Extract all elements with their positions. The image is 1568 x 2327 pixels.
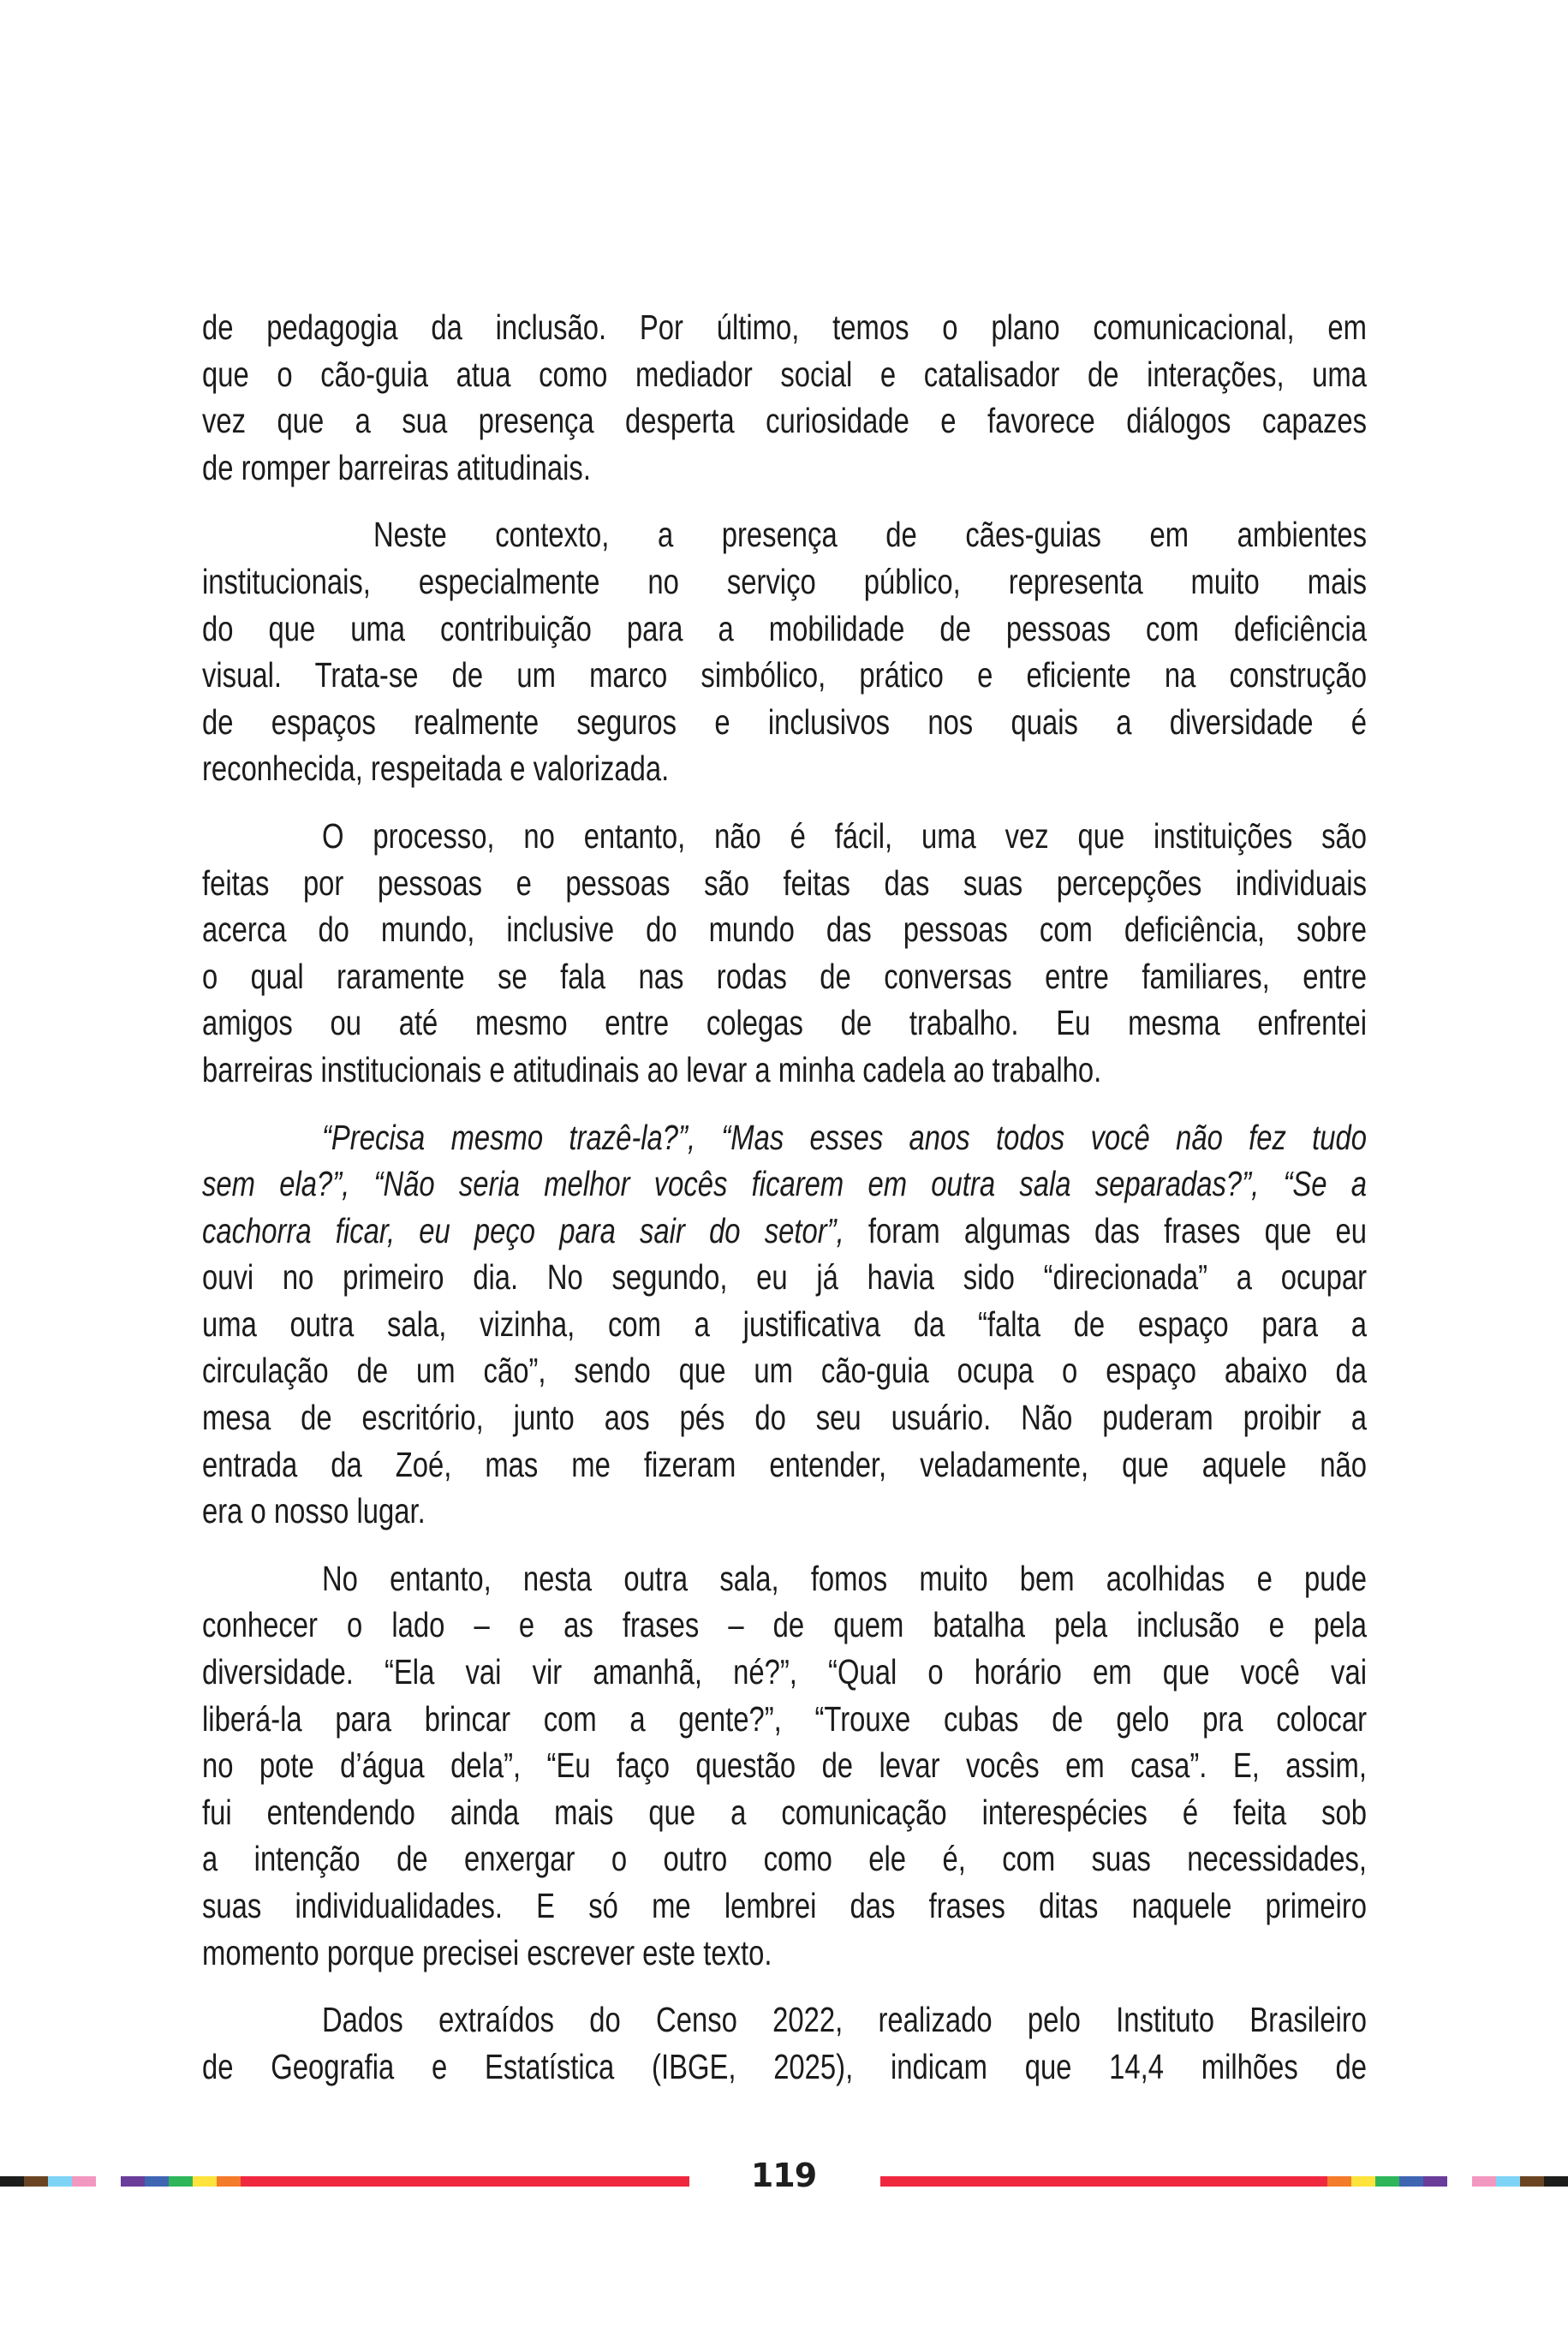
text-line: a intenção de enxergar o outro como ele é, com suas necessidades, (202, 1839, 1367, 1879)
paragraph-1 (202, 304, 1367, 491)
text-line: liberá-la para brincar com a gente?”, “Trouxe cubas de gelo pra colocar (202, 1698, 1367, 1739)
paragraph-3 (202, 813, 1367, 1094)
text-line: mesa de escritório, junto aos pés do seu usuário. Não puderam proibir a (202, 1398, 1367, 1438)
bar-segment-yellow (193, 2176, 217, 2187)
paragraph-6 (202, 1996, 1367, 2090)
bar-segment-purple (1423, 2176, 1447, 2187)
bar-segment-light-blue (1496, 2176, 1520, 2187)
bar-segment-light-blue (48, 2176, 72, 2187)
quote-italic: sem ela?”, “Não seria melhor vocês ficarem em outra sala separadas?”, “Se a (202, 1164, 1367, 1204)
text-line: de espaços realmente seguros e inclusivos nos quais a diversidade é (202, 701, 1367, 742)
text-line: institucionais, especialmente no serviço público, representa muito mais (202, 561, 1367, 601)
text-line: circulação de um cão”, sendo que um cão-guia ocupa o espaço abaixo da (202, 1351, 1367, 1391)
text-line: suas individualidades. E só me lembrei das frases ditas naquele primeiro (202, 1886, 1367, 1925)
bar-segment-black (1544, 2176, 1568, 2187)
text-line: O processo, no entanto, não é fácil, uma vez que instituições são (322, 815, 1367, 856)
text-line: que o cão-guia atua como mediador social e catalisador de interações, uma (202, 354, 1367, 394)
paragraph-2 (202, 511, 1367, 792)
text-line: o qual raramente se fala nas rodas de conversas entre familiares, entre (202, 956, 1367, 996)
text-line: de romper barreiras atitudinais. (202, 447, 591, 487)
bar-segment-yellow (1351, 2176, 1375, 2187)
text-line: Neste contexto, a presença de cães-guias em ambientes (373, 515, 1367, 555)
paragraph-4 (202, 1114, 1367, 1535)
bar-segment-brown (1520, 2176, 1544, 2187)
text-line: Dados extraídos do Censo 2022, realizado pelo Instituto Brasileiro (322, 2000, 1367, 2040)
page-number: 119 (750, 2157, 817, 2194)
quote-italic: cachorra ficar, eu peço para sair do setor”, (202, 1210, 844, 1250)
bar-segment-green (1375, 2176, 1399, 2187)
text-line: No entanto, nesta outra sala, fomos muito bem acolhidas e pude (322, 1558, 1367, 1598)
bar-segment-orange (217, 2176, 241, 2187)
bar-segment-red-right (880, 2176, 1327, 2187)
body-text (202, 304, 1367, 2110)
text-line (202, 1114, 1367, 1161)
text-line: vez que a sua presença desperta curiosidade e favorece diálogos capazes (202, 401, 1367, 441)
paragraph-5 (202, 1555, 1367, 1976)
text-line: diversidade. “Ela vai vir amanhã, né?”, “Qual o horário em que você vai (202, 1652, 1367, 1692)
text-line: reconhecida, respeitada e valorizada. (202, 749, 670, 789)
text-line: momento porque precisei escrever este texto. (202, 1932, 772, 1972)
bar-segment-orange (1327, 2176, 1351, 2187)
text-line: conhecer o lado – e as frases – de quem batalha pela inclusão e pela (202, 1605, 1367, 1645)
text-line: do que uma contribuição para a mobilidade de pessoas com deficiência (202, 608, 1367, 648)
text-line: visual. Trata-se de um marco simbólico, prático e eficiente na construção (202, 655, 1367, 695)
text-line: barreiras institucionais e atitudinais ao levar a minha cadela ao trabalho. (202, 1049, 1102, 1089)
text-line: era o nosso lugar. (202, 1491, 426, 1531)
bar-segment-pink (1472, 2176, 1496, 2187)
text-line: ouvi no primeiro dia. No segundo, eu já havia sido “direcionada” a ocupar (202, 1257, 1367, 1298)
bar-segment-purple (121, 2176, 145, 2187)
text-line: de pedagogia da inclusão. Por último, temos o plano comunicacional, em (202, 307, 1367, 347)
quote-italic: “Precisa mesmo trazê-la?”, “Mas esses anos todos você não fez tudo (322, 1117, 1367, 1157)
text-line: fui entendendo ainda mais que a comunicação interespécies é feita sob (202, 1792, 1367, 1832)
bar-segment-green (169, 2176, 193, 2187)
bar-segment-pink (72, 2176, 96, 2187)
text-line: cachorra ficar, eu peço para sair do setor”, foram algumas das frases que eu (202, 1210, 1367, 1250)
text-line: acerca do mundo, inclusive do mundo das pessoas com deficiência, sobre (202, 910, 1367, 950)
bar-segment-blue (145, 2176, 169, 2187)
bar-segment-brown (24, 2176, 48, 2187)
bar-segment-red-left (241, 2176, 689, 2187)
text-line: no pote d’água dela”, “Eu faço questão de levar vocês em casa”. E, assim, (202, 1745, 1367, 1786)
text-line (202, 1161, 1367, 1208)
text-line: amigos ou até mesmo entre colegas de trabalho. Eu mesma enfrentei (202, 1003, 1367, 1043)
text-line: uma outra sala, vizinha, com a justificativa da “falta de espaço para a (202, 1304, 1367, 1344)
bar-segment-blue (1399, 2176, 1423, 2187)
bar-segment-black (0, 2176, 24, 2187)
text-line: feitas por pessoas e pessoas são feitas das suas percepções individuais (202, 862, 1367, 903)
text-line: de Geografia e Estatística (IBGE, 2025), indicam que 14,4 milhões de (202, 2046, 1367, 2086)
text-line: entrada da Zoé, mas me fizeram entender, veladamente, que aquele não (202, 1444, 1367, 1484)
